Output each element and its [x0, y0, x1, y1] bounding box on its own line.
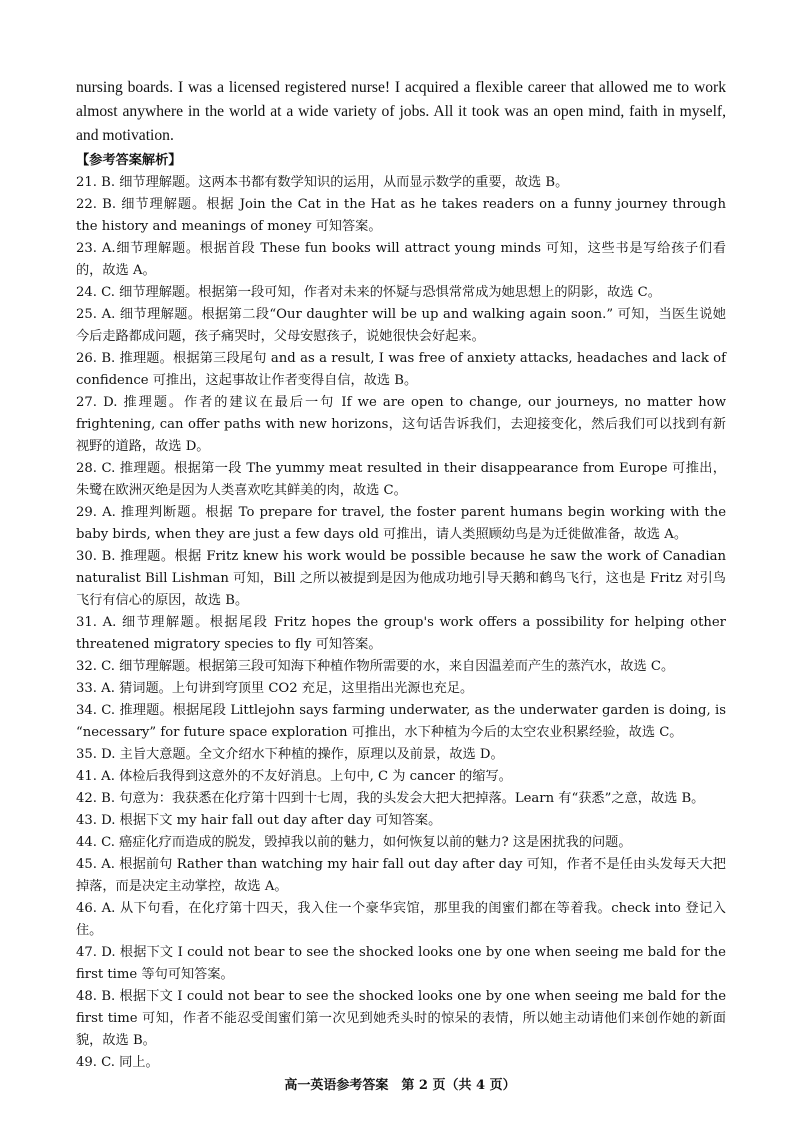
answer-26: 26. B. 推理题。根据第三段尾句 and as a result, I was free of anxiety attacks, headaches and lack of confidence 可推出，这起事故让作者变得自信，故选 B。: [76, 351, 726, 388]
intro-paragraph: nursing boards. I was a licensed registered nurse! I acquired a flexible career that allowed me to work almost anywhere in the world at a wide variety of jobs. All it took was an open mind, faith in myself, and motivation.: [76, 79, 726, 144]
answer-33: 33. A. 猜词题。上句讲到穹顶里 CO2 充足，这里指出光源也充足。: [76, 681, 474, 696]
answer-49: 49. C. 同上。: [76, 1055, 159, 1070]
answer-34: 34. C. 推理题。根据尾段 Littlejohn says farming underwater, as the underwater garden is doing, is “necessary” for future space exploration 可推出，水下种植为今后的太空农业积累经验，故选 C。: [76, 703, 726, 740]
answer-29: 29. A. 推理判断题。根据 To prepare for travel, the foster parent humans begin working with the baby birds, when they are just a few days old 可推出，请人类照顾幼鸟是为迁徙做准备，故选 A。: [76, 505, 726, 542]
section-heading: 【参考答案解析】: [76, 153, 182, 168]
page-footer: 高一英语参考答案 第 2 页（共 4 页）: [284, 1078, 516, 1093]
answer-31: 31. A. 细节理解题。根据尾段 Fritz hopes the group's work offers a possibility for helping other threatened migratory species to fly 可知答案。: [76, 615, 726, 652]
answer-43: 43. D. 根据下文 my hair fall out day after day 可知答案。: [76, 813, 442, 828]
answer-24: 24. C. 细节理解题。根据第一段可知，作者对未来的怀疑与恐惧常常成为她思想上的阴影，故选 C。: [76, 285, 661, 300]
answer-44: 44. C. 癌症化疗而造成的脱发，毁掉我以前的魅力，如何恢复以前的魅力? 这是困扰我的问题。: [76, 835, 632, 850]
answer-27: 27. D. 推理题。作者的建议在最后一句 If we are open to change, our journeys, no matter how frightening, can offer paths with new horizons，这句话告诉我们，去迎接变化，然后我们可以找到有新视野的道路，故选 D。: [76, 395, 726, 454]
document-body: [76, 76, 726, 1074]
answer-32: 32. C. 细节理解题。根据第三段可知海下种植作物所需要的水，来自因温差而产生的蒸汽水，故选 C。: [76, 659, 675, 674]
answer-21: 21. B. 细节理解题。这两本书都有数学知识的运用，从而显示数学的重要，故选 B。: [76, 175, 569, 190]
answer-23: 23. A.细节理解题。根据首段 These fun books will attract young minds 可知，这些书是写给孩子们看的，故选 A。: [76, 241, 726, 278]
answer-35: 35. D. 主旨大意题。全文介绍水下种植的操作，原理以及前景，故选 D。: [76, 747, 504, 762]
answer-42: 42. B. 句意为：我获悉在化疗第十四到十七周，我的头发会大把大把掉落。Learn 有“获悉”之意，故选 B。: [76, 791, 705, 806]
answer-28: 28. C. 推理题。根据第一段 The yummy meat resulted in their disappearance from Europe 可推出，朱鹭在欧洲灭绝是因为人类喜欢吃其鲜美的肉，故选 C。: [76, 461, 726, 498]
answer-48: 48. B. 根据下文 I could not bear to see the shocked looks one by one when seeing me bald for the first time 可知，作者不能忍受闺蜜们第一次见到她秃头时的惊呆的表情，所以她主动请他们来创作她的新面貌，故选 B。: [76, 989, 726, 1048]
answer-25: 25. A. 细节理解题。根据第二段“Our daughter will be up and walking again soon.” 可知，当医生说她今后走路都成问题，孩子痛哭时，父母安慰孩子，说她很快会好起来。: [76, 307, 726, 344]
answer-30: 30. B. 推理题。根据 Fritz knew his work would be possible because he saw the work of Canadian naturalist Bill Lishman 可知，Bill 之所以被提到是因为他成功地引导天鹅和鹤鸟飞行，这也是 Fritz 对引鸟飞行有信心的原因，故选 B。: [76, 549, 726, 608]
answer-22: 22. B. 细节理解题。根据 Join the Cat in the Hat as he takes readers on a funny journey through the history and meanings of money 可知答案。: [76, 197, 726, 234]
answer-46: 46. A. 从下句看，在化疗第十四天，我入住一个豪华宾馆，那里我的闺蜜们都在等着我。check into 登记入住。: [76, 901, 726, 938]
answer-41: 41. A. 体检后我得到这意外的不友好消息。上句中, C 为 cancer 的缩写。: [76, 769, 512, 784]
answer-47: 47. D. 根据下文 I could not bear to see the shocked looks one by one when seeing me bald for the first time 等句可知答案。: [76, 945, 726, 982]
answer-45: 45. A. 根据前句 Rather than watching my hair fall out day after day 可知，作者不是任由头发每天大把掉落，而是决定主动掌控，故选 A。: [76, 857, 726, 894]
answer-list: [76, 172, 726, 1074]
